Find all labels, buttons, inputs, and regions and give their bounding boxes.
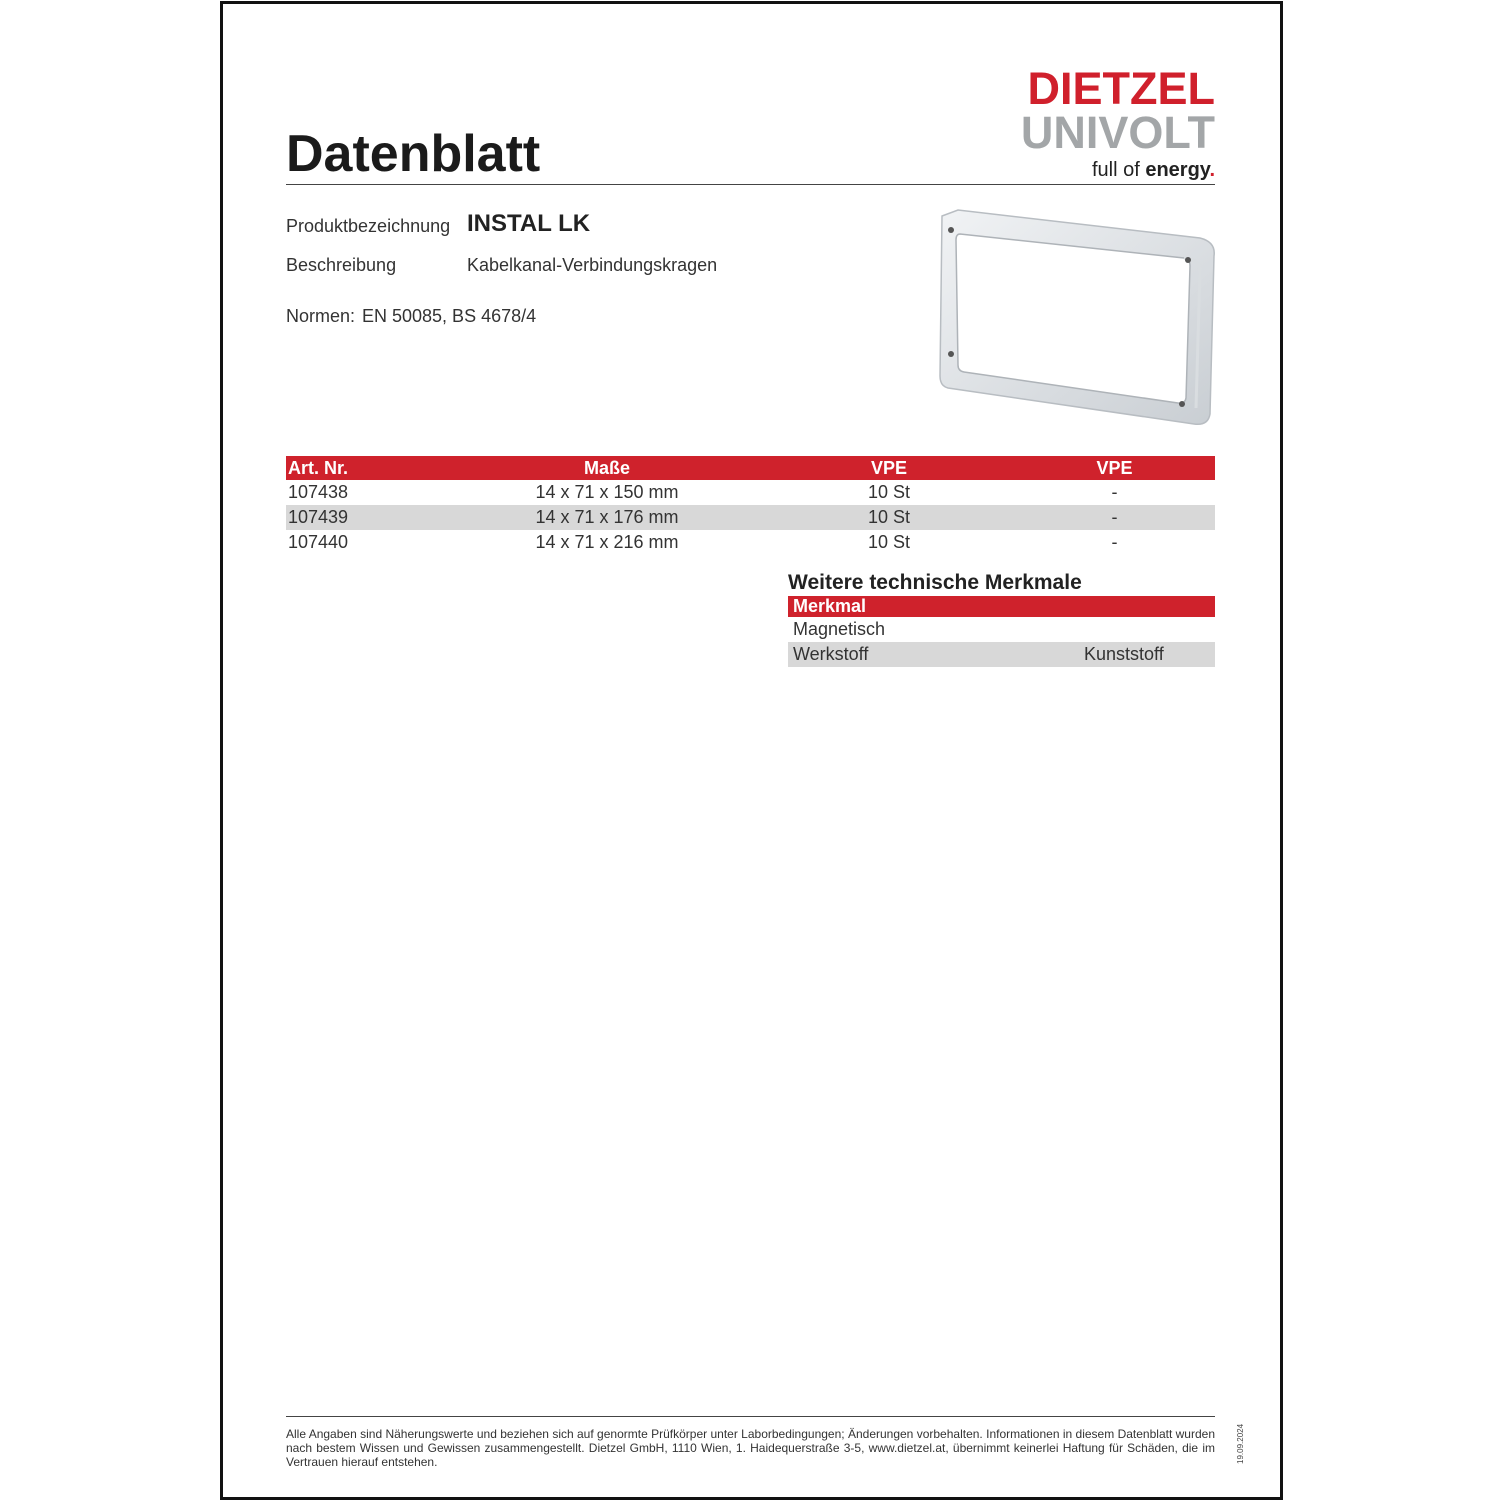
col-header-vpe-2: VPE	[1014, 456, 1215, 480]
table-row	[286, 530, 1215, 555]
col-header-art-nr: Art. Nr.	[286, 456, 450, 480]
product-name-label: Produktbezeichnung	[286, 216, 451, 236]
article-table	[286, 456, 1215, 555]
cell-masse: 14 x 71 x 150 mm	[535, 482, 679, 502]
company-logo	[1012, 63, 1215, 184]
cell-art-nr: 107439	[286, 505, 450, 530]
cell-merkmal: Werkstoff	[788, 642, 1079, 667]
tech-table	[788, 596, 1215, 667]
table-row	[788, 642, 1215, 667]
logo-line-univolt: UNIVOLT	[1020, 107, 1215, 158]
product-image	[938, 208, 1218, 430]
description-label: Beschreibung	[286, 255, 397, 275]
cell-merkmal-value	[1079, 617, 1215, 642]
col-header-masse: Maße	[450, 456, 764, 480]
description-value: Kabelkanal-Verbindungskragen	[467, 255, 718, 275]
tech-table-header	[788, 596, 1215, 617]
cell-vpe-2: -	[1111, 482, 1118, 502]
page-title: Datenblatt	[286, 125, 541, 183]
tagline-dot: .	[1209, 159, 1215, 181]
cell-art-nr: 107440	[288, 532, 349, 552]
cell-masse: 14 x 71 x 176 mm	[450, 505, 764, 530]
document-date: 19.09.2024	[1236, 1423, 1245, 1464]
logo-line-dietzel: DIETZEL	[1027, 63, 1215, 114]
norms-value: EN 50085, BS 4678/4	[362, 306, 537, 326]
cell-vpe: 10 St	[867, 482, 911, 502]
norms-label: Normen:	[286, 306, 356, 326]
table-row	[286, 480, 1215, 505]
table-row	[286, 505, 1215, 530]
tagline-bold: energy	[1145, 159, 1210, 181]
logo-tagline	[1092, 158, 1215, 182]
article-table-header	[286, 456, 1215, 480]
cell-merkmal: Magnetisch	[793, 619, 886, 639]
cell-vpe: 10 St	[764, 505, 1014, 530]
product-name-value: INSTAL LK	[467, 210, 591, 237]
tagline-prefix: full of	[1091, 159, 1146, 181]
cell-vpe-2: -	[1014, 505, 1215, 530]
table-row	[788, 617, 1215, 642]
cell-masse: 14 x 71 x 216 mm	[535, 532, 679, 552]
col-header-merkmal: Merkmal	[788, 596, 1215, 617]
cell-vpe-2: -	[1111, 532, 1118, 552]
cell-merkmal-value: Kunststoff	[1079, 642, 1215, 667]
title-divider	[286, 184, 1215, 185]
footer-divider	[286, 1416, 1215, 1417]
cell-art-nr: 107438	[288, 482, 349, 502]
tech-section-title: Weitere technische Merkmale	[788, 571, 1082, 594]
cell-vpe: 10 St	[867, 532, 911, 552]
footer-disclaimer: Alle Angaben sind Näherungswerte und beziehen sich auf genormte Prüfkörper unter Laborbedingungen; Änderungen vorbehalten. Informationen in diesem Datenblatt wurden nach bestem Wissen und Gewissen zusammengestellt. Dietzel GmbH, 1110 Wien, 1. Haidequerstraße 3-5, www.dietzel.at, übernimmt keinerlei Haftung für Schäden, die im Vertrauen hierauf entstehen.	[286, 1427, 1215, 1469]
col-header-vpe: VPE	[764, 456, 1014, 480]
